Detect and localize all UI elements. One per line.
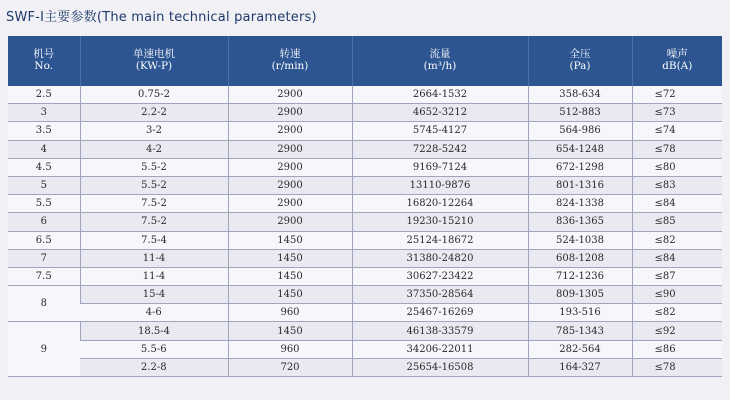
cell-motor: 5.5-2 <box>80 176 228 194</box>
cell-pressure: 654-1248 <box>528 140 632 158</box>
cell-speed: 2900 <box>228 213 352 231</box>
cell-speed: 2900 <box>228 86 352 104</box>
header-noise: 噪声 dB(A) <box>632 36 722 86</box>
cell-no: 6 <box>8 213 80 231</box>
cell-speed: 2900 <box>228 176 352 194</box>
cell-pressure: 608-1208 <box>528 249 632 267</box>
cell-speed: 1450 <box>228 231 352 249</box>
table-row <box>8 286 722 304</box>
cell-motor: 7.5-2 <box>80 213 228 231</box>
cell-speed: 2900 <box>228 122 352 140</box>
cell-flow: 30627-23422 <box>352 267 528 285</box>
cell-speed: 1450 <box>228 322 352 340</box>
cell-pressure: 358-634 <box>528 86 632 104</box>
table-row <box>8 122 722 140</box>
cell-no: 4.5 <box>8 158 80 176</box>
cell-speed: 2900 <box>228 195 352 213</box>
cell-noise: ≤78 <box>632 140 722 158</box>
cell-noise: ≤90 <box>632 286 722 304</box>
cell-speed: 2900 <box>228 158 352 176</box>
cell-motor: 2.2-2 <box>80 104 228 122</box>
cell-no: 5 <box>8 176 80 194</box>
table-row <box>8 358 722 376</box>
cell-no: 6.5 <box>8 231 80 249</box>
cell-flow: 37350-28564 <box>352 286 528 304</box>
cell-flow: 16820-12264 <box>352 195 528 213</box>
cell-motor: 2.2-8 <box>80 358 228 376</box>
cell-noise: ≤82 <box>632 231 722 249</box>
cell-noise: ≤86 <box>632 340 722 358</box>
cell-noise: ≤80 <box>632 158 722 176</box>
cell-pressure: 809-1305 <box>528 286 632 304</box>
table-row <box>8 176 722 194</box>
cell-no: 2.5 <box>8 86 80 104</box>
table-row <box>8 158 722 176</box>
cell-pressure: 193-516 <box>528 304 632 322</box>
table-row <box>8 104 722 122</box>
cell-speed: 1450 <box>228 286 352 304</box>
cell-flow: 7228-5242 <box>352 140 528 158</box>
cell-motor: 11-4 <box>80 249 228 267</box>
cell-flow: 25467-16269 <box>352 304 528 322</box>
cell-motor: 7.5-4 <box>80 231 228 249</box>
header-no: 机号 No. <box>8 36 80 86</box>
cell-noise: ≤85 <box>632 213 722 231</box>
cell-pressure: 672-1298 <box>528 158 632 176</box>
cell-flow: 25654-16508 <box>352 358 528 376</box>
cell-noise: ≤73 <box>632 104 722 122</box>
cell-motor: 11-4 <box>80 267 228 285</box>
cell-pressure: 712-1236 <box>528 267 632 285</box>
cell-speed: 2900 <box>228 140 352 158</box>
cell-flow: 9169-7124 <box>352 158 528 176</box>
cell-no: 9 <box>8 322 80 377</box>
cell-no: 8 <box>8 286 80 322</box>
cell-flow: 19230-15210 <box>352 213 528 231</box>
cell-pressure: 824-1338 <box>528 195 632 213</box>
cell-no: 3.5 <box>8 122 80 140</box>
header-flow: 流量 (m³/h) <box>352 36 528 86</box>
table-row <box>8 140 722 158</box>
header-speed: 转速 (r/min) <box>228 36 352 86</box>
cell-no: 3 <box>8 104 80 122</box>
table-row <box>8 304 722 322</box>
cell-flow: 2664-1532 <box>352 86 528 104</box>
cell-motor: 5.5-6 <box>80 340 228 358</box>
table-header-row <box>8 36 722 86</box>
cell-flow: 5745-4127 <box>352 122 528 140</box>
cell-speed: 960 <box>228 304 352 322</box>
cell-speed: 2900 <box>228 104 352 122</box>
table-row <box>8 213 722 231</box>
cell-no: 4 <box>8 140 80 158</box>
cell-pressure: 524-1038 <box>528 231 632 249</box>
parameters-table <box>8 36 722 377</box>
cell-motor: 0.75-2 <box>80 86 228 104</box>
cell-flow: 13110-9876 <box>352 176 528 194</box>
table-row <box>8 322 722 340</box>
cell-pressure: 512-883 <box>528 104 632 122</box>
cell-motor: 3-2 <box>80 122 228 140</box>
cell-noise: ≤83 <box>632 176 722 194</box>
table-row <box>8 249 722 267</box>
cell-no: 5.5 <box>8 195 80 213</box>
cell-pressure: 801-1316 <box>528 176 632 194</box>
cell-motor: 4-6 <box>80 304 228 322</box>
cell-flow: 4652-3212 <box>352 104 528 122</box>
cell-flow: 31380-24820 <box>352 249 528 267</box>
cell-flow: 34206-22011 <box>352 340 528 358</box>
cell-noise: ≤82 <box>632 304 722 322</box>
cell-motor: 15-4 <box>80 286 228 304</box>
cell-no: 7 <box>8 249 80 267</box>
cell-pressure: 785-1343 <box>528 322 632 340</box>
cell-no: 7.5 <box>8 267 80 285</box>
cell-speed: 1450 <box>228 249 352 267</box>
cell-noise: ≤92 <box>632 322 722 340</box>
cell-noise: ≤84 <box>632 249 722 267</box>
table-row <box>8 231 722 249</box>
page-title: SWF-Ⅰ主要参数(The main technical parameters) <box>6 10 317 25</box>
cell-flow: 25124-18672 <box>352 231 528 249</box>
cell-noise: ≤72 <box>632 86 722 104</box>
cell-pressure: 836-1365 <box>528 213 632 231</box>
cell-motor: 4-2 <box>80 140 228 158</box>
cell-flow: 46138-33579 <box>352 322 528 340</box>
cell-pressure: 282-564 <box>528 340 632 358</box>
table-row <box>8 86 722 104</box>
cell-noise: ≤87 <box>632 267 722 285</box>
table-row <box>8 195 722 213</box>
cell-noise: ≤74 <box>632 122 722 140</box>
table-row <box>8 340 722 358</box>
cell-motor: 5.5-2 <box>80 158 228 176</box>
cell-motor: 7.5-2 <box>80 195 228 213</box>
header-motor: 单速电机 (KW-P) <box>80 36 228 86</box>
cell-speed: 1450 <box>228 267 352 285</box>
cell-speed: 960 <box>228 340 352 358</box>
cell-speed: 720 <box>228 358 352 376</box>
cell-pressure: 164-327 <box>528 358 632 376</box>
cell-noise: ≤84 <box>632 195 722 213</box>
cell-motor: 18.5-4 <box>80 322 228 340</box>
header-pressure: 全压 (Pa) <box>528 36 632 86</box>
table-row <box>8 267 722 285</box>
cell-noise: ≤78 <box>632 358 722 376</box>
cell-pressure: 564-986 <box>528 122 632 140</box>
